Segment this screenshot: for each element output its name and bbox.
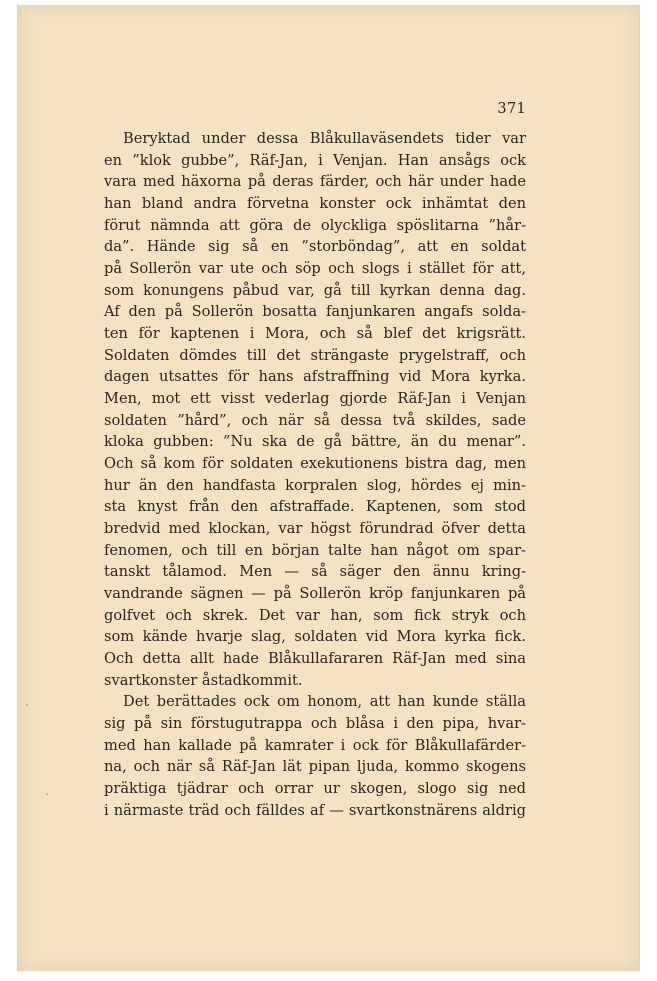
text-line: präktiga tjädrar och orrar ur skogen, slogo sig ned	[104, 780, 526, 798]
text-line: golfvet och skrek. Det var han, som fick stryk och	[104, 606, 526, 624]
text-line: na, och när så Räf-Jan lät pipan ljuda, kommo skogens	[104, 758, 526, 776]
text-line: kloka gubben: ”Nu ska de gå bättre, än du menar”.	[104, 433, 526, 451]
text-line: vandrande sägnen — på Sollerön kröp fanjunkaren på	[104, 585, 526, 603]
paper-speck	[26, 704, 28, 706]
text-line: Beryktad under dessa Blåkullaväsendets tider var	[123, 130, 526, 147]
text-line: han bland andra förvetna konster ock inhämtat den	[104, 195, 526, 213]
text-line: Och så kom för soldaten exekutionens bistra dag, men	[104, 455, 526, 473]
text-line: i närmaste träd och fälldes af — svartkonstnärens aldrig	[104, 801, 526, 819]
text-line: förut nämnda att göra de olyckliga spöslitarna ”hår-	[104, 216, 526, 234]
text-line: som kände hvarje slag, soldaten vid Mora kyrka fick.	[104, 628, 526, 646]
text-line: på Sollerön var ute och söp och slogs i stället för att,	[104, 260, 526, 278]
text-line: Och detta allt hade Blåkullafararen Räf-Jan med sina	[104, 650, 526, 668]
page-number: 371	[497, 101, 526, 117]
paragraph-2	[104, 691, 526, 821]
text-line: hur än den handfasta korpralen slog, hördes ej min-	[104, 476, 526, 494]
text-line: sta knyst från den afstraffade. Kaptenen, som stod	[104, 498, 526, 516]
paragraph-1	[104, 128, 526, 691]
text-line: Af den på Sollerön bosatta fanjunkaren angafs solda-	[104, 303, 526, 321]
text-line: Men, mot ett visst vederlag gjorde Räf-Jan i Venjan	[104, 390, 526, 408]
text-line: fenomen, och till en början talte han något om spar-	[104, 541, 526, 559]
text-line: som konungens påbud var, gå till kyrkan denna dag.	[104, 281, 526, 299]
text-line: vara med häxorna på deras färder, och här under hade	[104, 173, 526, 191]
text-line: en ”klok gubbe”, Räf-Jan, i Venjan. Han ansågs ock	[104, 151, 526, 169]
text-line: sig på sin förstugutrappa och blåsa i den pipa, hvar-	[104, 715, 526, 733]
text-line: da”. Hände sig så en ”storböndag”, att en soldat	[104, 238, 526, 256]
text-line: bredvid med klockan, var högst förundrad öfver detta	[104, 520, 526, 538]
text-line: ten för kaptenen i Mora, och så blef det krigsrätt.	[104, 325, 526, 343]
text-line: Det berättades ock om honom, att han kunde ställa	[123, 693, 526, 711]
paper-speck	[46, 793, 48, 795]
text-line: dagen utsattes för hans afstraffning vid Mora kyrka.	[104, 368, 526, 386]
text-line: tanskt tålamod. Men — så säger den ännu kring-	[104, 563, 526, 581]
text-line: Soldaten dömdes till det strängaste prygelstraff, och	[104, 346, 526, 364]
text-line: soldaten ”hård”, och när så dessa två skildes, sade	[104, 411, 526, 429]
text-line: svartkonster åstadkommit.	[104, 671, 303, 689]
body-text	[104, 128, 526, 822]
text-line: med han kallade på kamrater i ock för Blåkullafärder-	[104, 736, 526, 754]
